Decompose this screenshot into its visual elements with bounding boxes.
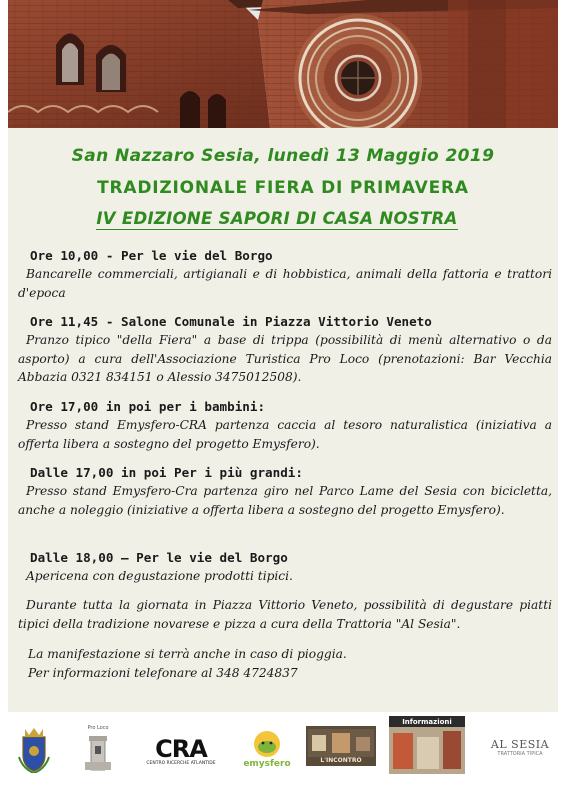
abbey-illustration: [8, 0, 558, 128]
schedule-body: Presso stand Emysfero-CRA partenza caccia al tesoro naturalistica (iniziativa a offerta libera a sostegno del progetto Emysfero).: [18, 418, 552, 451]
schedule-body: Pranzo tipico "della Fiera" a base di trippa (possibilità di menù alternativo o da asporto) a cura dell'Associazione Turistica Pro Loco (prenotazioni: Bar Vecchia Abbazia 0321 834151 o Alessio 3475012508).: [18, 333, 552, 384]
schedule-heading: Dalle 17,00 in poi Per i più grandi:: [30, 465, 303, 480]
village-photo: [389, 727, 465, 774]
sesia-text: AL SESIA: [490, 737, 550, 751]
turtle-sun-icon: [248, 729, 286, 759]
schedule-body: Bancarelle commerciali, artigianali e di hobbistica, animali della fattoria e trattori d'epoca: [18, 267, 552, 300]
info-text: Per informazioni telefonare al 348 4724837: [28, 666, 298, 680]
informazioni-text: Informazioni: [402, 717, 452, 726]
cra-caption: CENTRO RICERCHE ATLANTIDE: [146, 760, 216, 766]
sesia-caption: TRATTORIA TIPICA: [497, 750, 543, 757]
event-subtitle: [8, 209, 552, 228]
emysfero-text: emysfero: [243, 759, 291, 769]
cra-logo: [146, 728, 216, 772]
pro-loco-caption: Pro Loco: [87, 724, 109, 731]
sponsor-logos: [0, 714, 566, 784]
pro-loco-logo: [76, 720, 120, 776]
all-day-text: Durante tutta la giornata in Piazza Vittorio Veneto, possibilità di degustare piatti tipici della tradizione novarese e pizza a cura della Trattoria "Al Sesia".: [18, 598, 552, 631]
emysfero-logo: [242, 720, 292, 778]
poster: [8, 0, 558, 712]
schedule-heading: Ore 17,00 in poi per i bambini:: [30, 399, 266, 414]
incontro-text: L'INCONTRO: [320, 756, 362, 764]
schedule-heading: Ore 11,45 - Salone Comunale in Piazza Vittorio Veneto: [30, 314, 432, 329]
event-title: TRADIZIONALE FIERA DI PRIMAVERA: [97, 178, 469, 198]
schedule-section-1: [18, 248, 552, 302]
schedule-section-2: [18, 314, 552, 387]
coat-of-arms-icon: [14, 724, 54, 776]
rain-note: [18, 645, 552, 664]
coat-of-arms-graphic: [17, 727, 51, 773]
rain-text: La manifestazione si terrà anche in caso di pioggia.: [28, 647, 347, 661]
schedule-section-3: [18, 399, 552, 453]
tower-icon: [83, 732, 113, 772]
informazioni-header: [389, 716, 465, 727]
schedule-section-4: [18, 465, 552, 519]
schedule-section-5: [18, 550, 552, 586]
al-sesia-logo: [484, 730, 556, 764]
info-note: [18, 664, 552, 683]
all-day-note: [18, 596, 552, 633]
event-subtitle-text: IV EDIZIONE SAPORI DI CASA NOSTRA: [96, 209, 458, 228]
schedule-heading: Dalle 18,00 – Per le vie del Borgo: [30, 550, 288, 565]
informazioni-board: [389, 716, 465, 774]
incontro-logo: [306, 726, 376, 766]
schedule-heading: Ore 10,00 - Per le vie del Borgo: [30, 248, 273, 263]
restaurant-photo: [308, 729, 374, 757]
cra-text: CRA: [155, 734, 207, 763]
event-date-title: San Nazzaro Sesia, lunedì 13 Maggio 2019: [71, 146, 495, 166]
schedule-body: Apericena con degustazione prodotti tipici.: [26, 569, 293, 583]
abbey-photo: [8, 0, 558, 128]
schedule-body: Presso stand Emysfero-Cra partenza giro nel Parco Lame del Sesia con bicicletta, anche a noleggio (iniziative a offerta libera a sostegno del progetto Emysfero).: [18, 484, 552, 517]
